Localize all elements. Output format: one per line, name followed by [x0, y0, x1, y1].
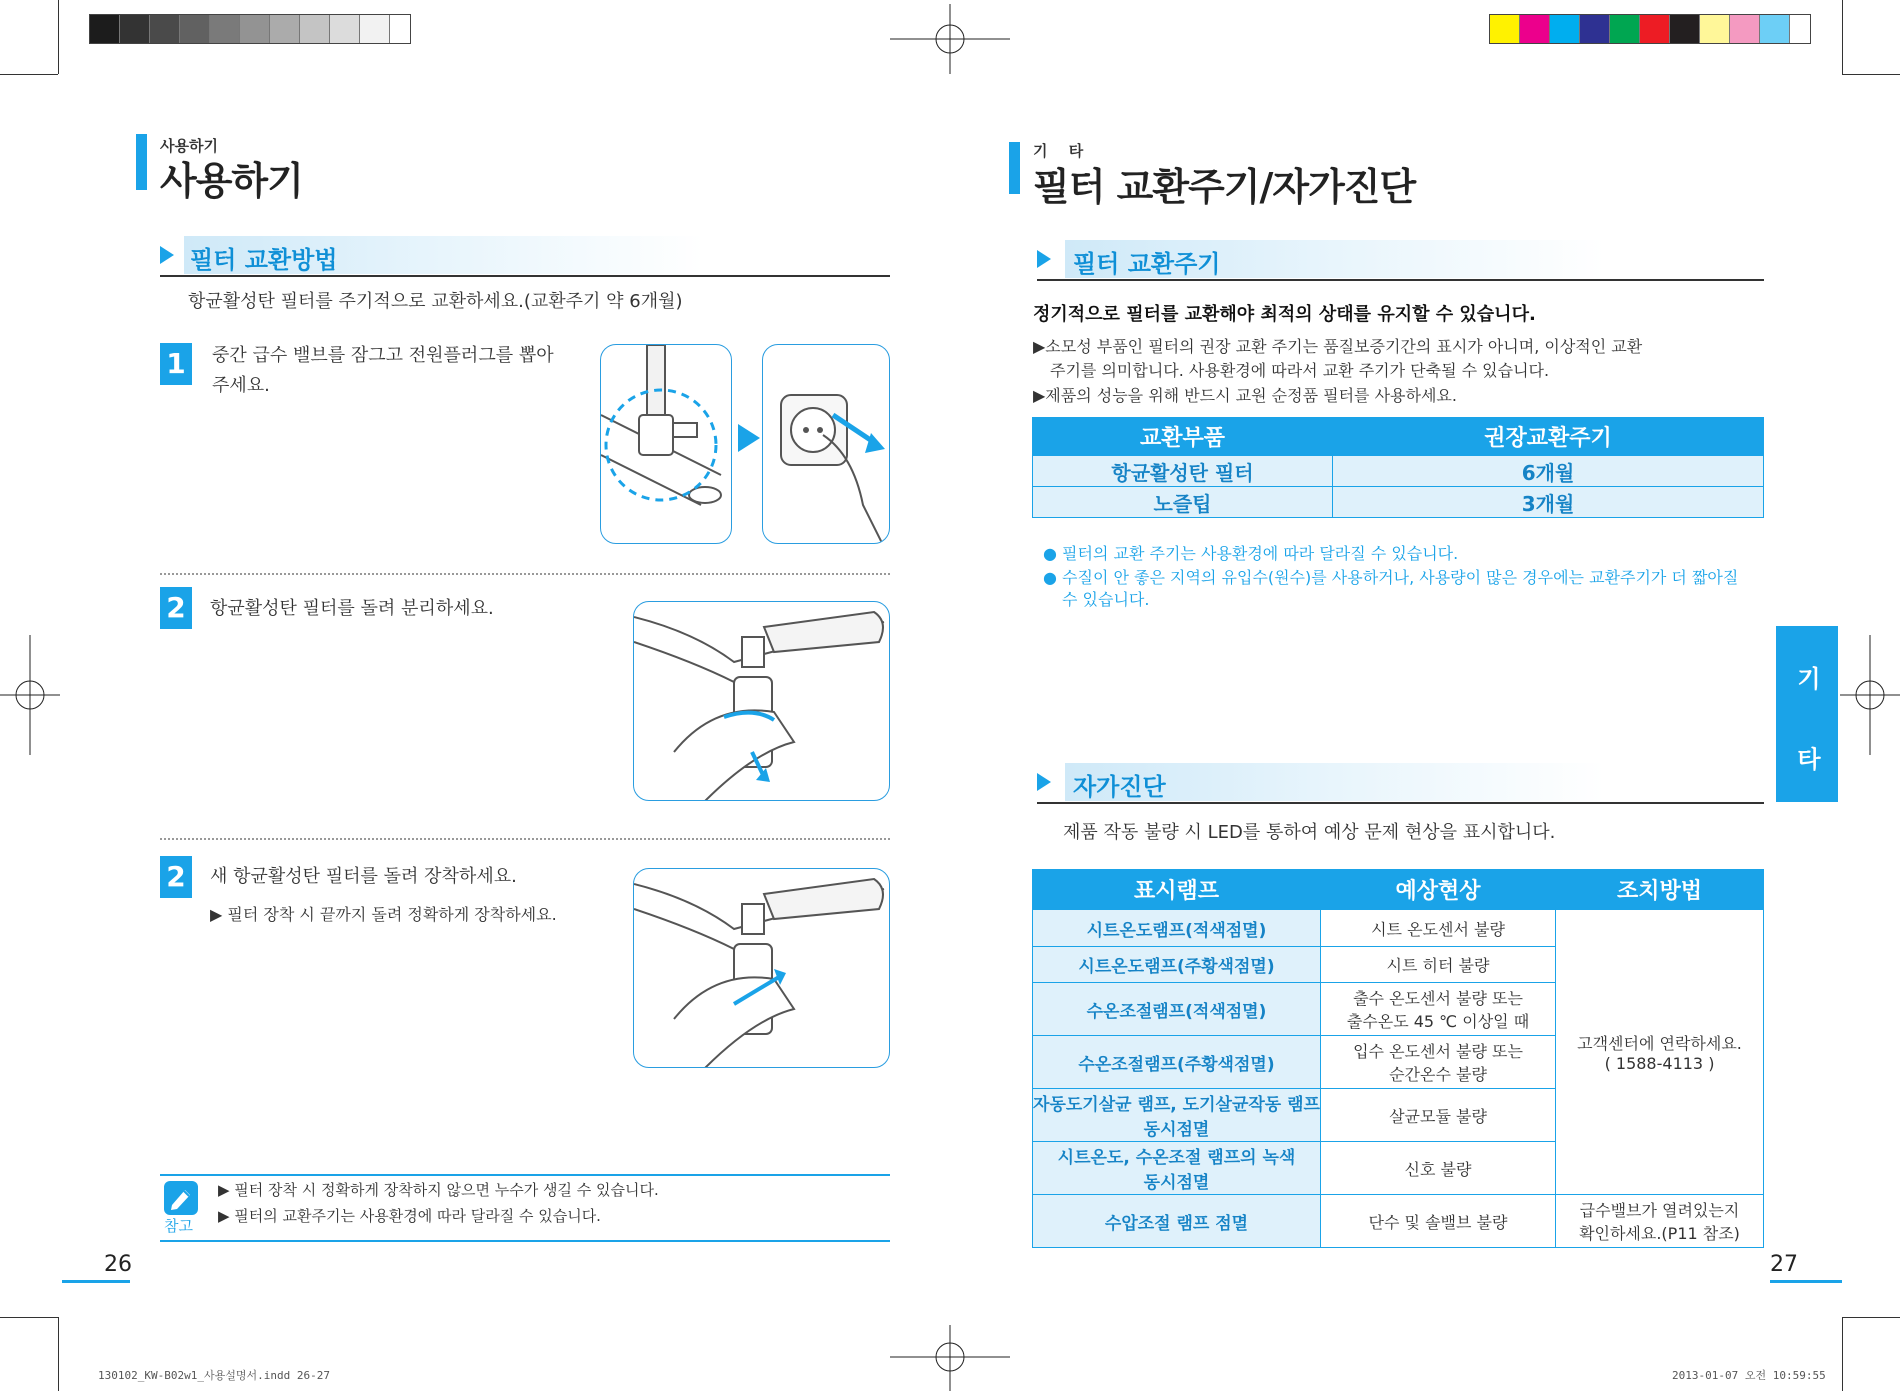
- col-header-part: 교환부품: [1033, 418, 1333, 456]
- cycle-paragraph-1a: ▶소모성 부품인 필터의 권장 교환 주기는 품질보증기간의 표시가 아니며, 이상적인 교환: [1033, 337, 1643, 356]
- grayscale-color-bar: [89, 14, 411, 44]
- blue-note-2b: 수 있습니다.: [1062, 590, 1150, 609]
- left-page-number: 26: [104, 1252, 132, 1277]
- right-page-number: 27: [1770, 1252, 1798, 1277]
- symptom-cell: 입수 온도센서 불량 또는 순간온수 불량: [1321, 1036, 1556, 1089]
- triangle-bullet-icon: [1037, 773, 1051, 791]
- valve-illustration: [600, 344, 732, 544]
- left-page-title: 사용하기: [160, 159, 303, 203]
- crop-mark: [58, 0, 59, 74]
- step-number-2-install: 2: [160, 856, 192, 898]
- action-cell: 급수밸브가 열려있는지 확인하세요.(P11 참조): [1556, 1195, 1764, 1248]
- process-color-bar: [1489, 14, 1811, 44]
- step-1-text-line2: 주세요.: [212, 375, 270, 396]
- left-intro-text: 항균활성탄 필터를 주기적으로 교환하세요.(교환주기 약 6개월): [188, 291, 683, 312]
- symptom-cell: 시트 히터 불량: [1321, 947, 1556, 983]
- lamp-cell: 시트온도, 수온조절 램프의 녹색 동시점멸: [1033, 1142, 1321, 1195]
- symptom-cell: 단수 및 솔밸브 불량: [1321, 1195, 1556, 1248]
- note-line-1: ▶ 필터 장착 시 정확하게 장착하지 않으면 누수가 생길 수 있습니다.: [218, 1181, 659, 1199]
- divider: [160, 838, 890, 840]
- note-line-2: ▶ 필터의 교환주기는 사용환경에 따라 달라질 수 있습니다.: [218, 1207, 601, 1225]
- cycle-cell: 6개월: [1333, 456, 1764, 487]
- left-header-small: 사용하기: [160, 137, 218, 155]
- step-2-install-text: 새 항균활성탄 필터를 돌려 장착하세요.: [210, 866, 517, 887]
- col-header-cycle: 권장교환주기: [1333, 418, 1764, 456]
- col-header-action: 조치방법: [1556, 870, 1764, 910]
- left-section-heading: [160, 236, 890, 274]
- cycle-lead-text: 정기적으로 필터를 교환해야 최적의 상태를 유지할 수 있습니다.: [1033, 304, 1536, 325]
- crop-mark: [1842, 74, 1900, 75]
- right-section-heading-diagnosis: [1037, 763, 1764, 801]
- action-merged-line2: ( 1588-4113 ): [1604, 1054, 1715, 1073]
- step-number-2-remove: 2: [160, 587, 192, 629]
- crop-mark: [1842, 1317, 1900, 1318]
- right-title-accent: [1009, 142, 1020, 194]
- lamp-cell: 시트온도램프(적색점멸): [1033, 910, 1321, 947]
- action-merged-line1: 고객센터에 연락하세요.: [1577, 1034, 1742, 1053]
- lamp-cell: 수온조절램프(주황색점멸): [1033, 1036, 1321, 1089]
- cycle-paragraph-1b: 주기를 의미합니다. 사용환경에 따라서 교환 주기가 단축될 수 있습니다.: [1050, 361, 1550, 380]
- note-label: 참고: [164, 1217, 193, 1235]
- step-number-1: 1: [160, 343, 192, 385]
- action-cell-merged: [1556, 910, 1764, 1195]
- col-header-symptom: 예상현상: [1321, 870, 1556, 910]
- step-2-install-subnote: ▶ 필터 장착 시 끝까지 돌려 정확하게 장착하세요.: [210, 905, 557, 924]
- diagnosis-intro: 제품 작동 불량 시 LED를 통하여 예상 문제 현상을 표시합니다.: [1063, 822, 1556, 843]
- lamp-cell: 수온조절램프(적색점멸): [1033, 983, 1321, 1036]
- unplug-illustration: [762, 344, 890, 544]
- self-diagnosis-table: [1032, 869, 1764, 1248]
- note-top-rule: [160, 1174, 890, 1176]
- crop-mark: [1842, 1317, 1843, 1391]
- triangle-bullet-icon: [1037, 250, 1051, 268]
- cycle-paragraph-2: ▶제품의 성능을 위해 반드시 교원 순정품 필터를 사용하세요.: [1033, 386, 1457, 405]
- left-title-accent: [136, 134, 147, 190]
- symptom-cell: 신호 불량: [1321, 1142, 1556, 1195]
- footer-file-slug: 130102_KW-B02w1_사용설명서.indd 26-27: [98, 1369, 330, 1382]
- lamp-cell: 자동도기살균 램프, 도기살균작동 램프 동시점멸: [1033, 1089, 1321, 1142]
- part-cell: 노즐팁: [1033, 487, 1333, 518]
- step-1-text-line1: 중간 급수 밸브를 잠그고 전원플러그를 뽑아: [212, 345, 554, 366]
- step-2-remove-text: 항균활성탄 필터를 돌려 분리하세요.: [210, 598, 494, 619]
- filter-install-illustration: [633, 868, 890, 1068]
- divider: [160, 573, 890, 575]
- section-title-self-diagnosis: 자가진단: [1073, 773, 1166, 801]
- footer-timestamp: 2013-01-07 오전 10:59:55: [1672, 1369, 1826, 1382]
- part-cell: 항균활성탄 필터: [1033, 456, 1333, 487]
- right-section-heading-cycle: [1037, 240, 1764, 278]
- lamp-cell: 시트온도램프(주황색점멸): [1033, 947, 1321, 983]
- arrow-right-icon: [738, 424, 760, 452]
- crop-mark: [0, 1317, 58, 1318]
- section-title-replacement-cycle: 필터 교환주기: [1073, 250, 1221, 278]
- crop-mark: [58, 1317, 59, 1391]
- blue-note-2a: ● 수질이 안 좋은 지역의 유입수(원수)를 사용하거나, 사용량이 많은 경우에는 교환주기가 더 짧아질: [1043, 568, 1739, 587]
- symptom-cell: 출수 온도센서 불량 또는 출수온도 45 ℃ 이상일 때: [1321, 983, 1556, 1036]
- section-title-filter-replacement: 필터 교환방법: [190, 246, 338, 274]
- crop-mark: [1842, 0, 1843, 74]
- pencil-note-icon: [163, 1180, 199, 1216]
- registration-mark-left: [0, 635, 60, 755]
- right-page-number-rule: [1770, 1280, 1842, 1283]
- right-header-small: 기 타: [1033, 142, 1092, 160]
- replacement-cycle-table: [1032, 417, 1764, 518]
- note-bottom-rule: [160, 1240, 890, 1242]
- side-tab-label: 기 타: [1792, 666, 1821, 795]
- col-header-lamp: 표시램프: [1033, 870, 1321, 910]
- filter-remove-illustration: [633, 601, 890, 801]
- blue-note-1: ● 필터의 교환 주기는 사용환경에 따라 달라질 수 있습니다.: [1043, 544, 1459, 563]
- triangle-bullet-icon: [160, 246, 174, 264]
- cycle-cell: 3개월: [1333, 487, 1764, 518]
- crop-mark: [0, 74, 58, 75]
- symptom-cell: 시트 온도센서 불량: [1321, 910, 1556, 947]
- registration-mark-bottom: [890, 1325, 1010, 1391]
- registration-mark-right: [1840, 635, 1900, 755]
- left-page-number-rule: [62, 1280, 130, 1283]
- side-tab-etc: [1776, 626, 1838, 802]
- registration-mark-top: [890, 4, 1010, 74]
- lamp-cell: 수압조절 램프 점멸: [1033, 1195, 1321, 1248]
- right-page-title: 필터 교환주기/자가진단: [1033, 165, 1416, 209]
- symptom-cell: 살균모듈 불량: [1321, 1089, 1556, 1142]
